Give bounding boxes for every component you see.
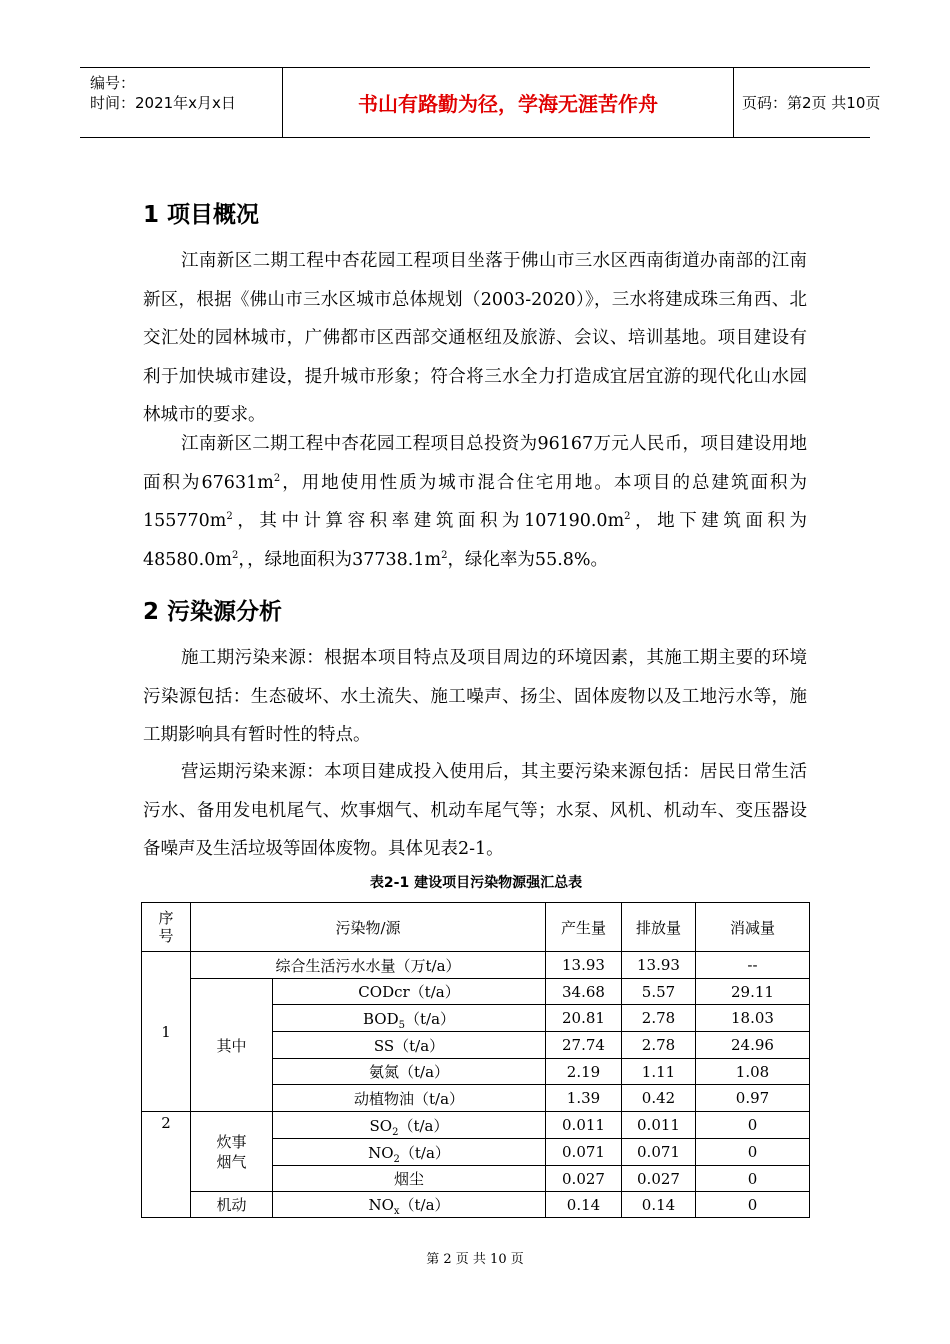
table-row (142, 1112, 810, 1139)
row-discharged: 1.11 (622, 1059, 696, 1085)
row-name: $NO_2(t/a)$ (273, 1139, 546, 1166)
row-discharged: 5.57 (622, 979, 696, 1005)
header-source: 污染物/源 (191, 903, 546, 952)
row-reduced: 0 (696, 1192, 810, 1218)
row-reduced: 18.03 (696, 1005, 810, 1032)
header-seq: 序号 (142, 903, 191, 952)
row-name: CODcr（t/a） (273, 979, 546, 1005)
row-discharged: 0.14 (622, 1192, 696, 1218)
table-row (142, 979, 810, 1005)
row-name: 动植物油（t/a） (273, 1085, 546, 1112)
section-2-paragraph-1: 施工期污染来源：根据本项目特点及项目周边的环境因素，其施工期主要的环境污染源包括：生态破坏、水土流失、施工噪声、扬尘、固体废物以及工地污水等，施工期影响具有暂时性的特点。 (143, 648, 807, 745)
row-name: $BOD_5(t/a)$ (273, 1005, 546, 1032)
table-row (142, 952, 810, 979)
row-produced: 20.81 (546, 1005, 622, 1032)
row-produced: 0.14 (546, 1192, 622, 1218)
row-produced: 27.74 (546, 1032, 622, 1059)
row-name: 烟尘 (273, 1166, 546, 1192)
row-produced: 0.027 (546, 1166, 622, 1192)
section-1-paragraph-2: 江南新区二期工程中杏花园工程项目总投资为96167万元人民币，项目建设用地面积为$67631m^2$，用地使用性质为城市混合住宅用地。本项目的总建筑面积为$155770m^2$，其中计算容积率建筑面积为$107190.0m^2$，地下建筑面积为$48580.0m^2$，，绿地面积为$37738.1m^2$，绿化率为55.8%。 (143, 434, 808, 570)
row-name: $SO_2(t/a)$ (273, 1112, 546, 1139)
header-reduced: 消减量 (696, 903, 810, 952)
row-discharged: 0.011 (622, 1112, 696, 1139)
row-reduced: 0 (696, 1139, 810, 1166)
row-produced: 0.071 (546, 1139, 622, 1166)
row-name: 氨氮（t/a） (273, 1059, 546, 1085)
table-caption: 表2-1 建设项目污染物源强汇总表 (369, 875, 583, 891)
row-discharged: 0.42 (622, 1085, 696, 1112)
group-1-seq: 1 (142, 952, 191, 1112)
header-discharged: 排放量 (622, 903, 696, 952)
number-label: 编号： (90, 74, 136, 92)
row-discharged: 2.78 (622, 1005, 696, 1032)
row-name: $NO_x(t/a)$ (273, 1192, 546, 1218)
table-row (142, 1192, 810, 1218)
row-reduced: 0 (696, 1112, 810, 1139)
group-2-cat2-label: 机动 (191, 1192, 273, 1218)
row-produced: 2.19 (546, 1059, 622, 1085)
group-2-cat-label: 炊事烟气 (191, 1112, 273, 1192)
row-discharged: 0.027 (622, 1166, 696, 1192)
row-produced: 1.39 (546, 1085, 622, 1112)
row-reduced: -- (696, 952, 810, 979)
section-2-paragraph-2: 营运期污染来源：本项目建成投入使用后，其主要污染来源包括：居民日常生活污水、备用发电机尾气、炊事烟气、机动车尾气等；水泵、风机、机动车、变压器设备噪声及生活垃圾等固体废物。具体见表2-1。 (143, 762, 807, 859)
section-2-title: 2 污染源分析 (143, 599, 283, 625)
row-reduced: 0 (696, 1166, 810, 1192)
header-page-label: 页码：第2页 共10页 (742, 94, 881, 112)
row-discharged: 2.78 (622, 1032, 696, 1059)
time-label: 时间：2021年x月x日 (90, 94, 236, 112)
row-name: 综合生活污水水量（万t/a） (191, 952, 546, 979)
row-reduced: 1.08 (696, 1059, 810, 1085)
row-produced: 0.011 (546, 1112, 622, 1139)
header-motto: 书山有路勤为径，学海无涯苦作舟 (283, 68, 734, 137)
pollution-source-table (141, 902, 810, 1218)
page-footer: 第 2 页 共 10 页 (426, 1252, 524, 1267)
row-produced: 13.93 (546, 952, 622, 979)
row-discharged: 13.93 (622, 952, 696, 979)
row-reduced: 29.11 (696, 979, 810, 1005)
row-reduced: 0.97 (696, 1085, 810, 1112)
section-1-title: 1 项目概况 (143, 202, 260, 228)
row-discharged: 0.071 (622, 1139, 696, 1166)
row-reduced: 24.96 (696, 1032, 810, 1059)
section-1-paragraph-1: 江南新区二期工程中杏花园工程项目坐落于佛山市三水区西南街道办南部的江南新区，根据《佛山市三水区城市总体规划（2003-2020）》，三水将建成珠三角西、北交汇处的园林城市，广佛都市区西部交通枢纽及旅游、会议、培训基地。项目建设有利于加快城市建设，提升城市形象；符合将三水全力打造成宜居宜游的现代化山水园林城市的要求。 (143, 251, 807, 425)
row-name: SS（t/a） (273, 1032, 546, 1059)
group-1-sub-label: 其中 (191, 979, 273, 1112)
page-header (80, 67, 881, 138)
header-meta (80, 68, 283, 137)
header-produced: 产生量 (546, 903, 622, 952)
row-produced: 34.68 (546, 979, 622, 1005)
table-header-row (142, 903, 810, 952)
group-2-seq: 2 (142, 1112, 191, 1218)
